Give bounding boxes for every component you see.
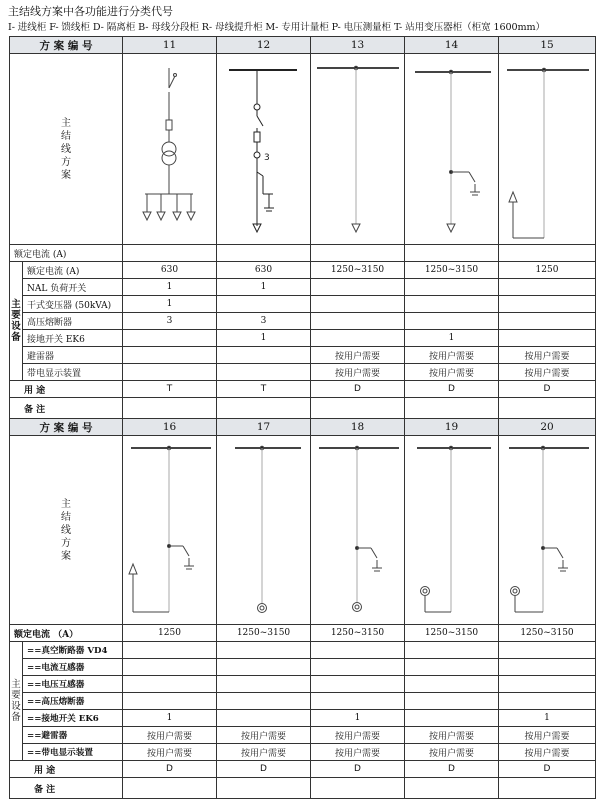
cell-value: 按用户需要 <box>311 364 405 381</box>
cell-value <box>123 364 217 381</box>
diagram-scheme-15 <box>499 54 596 245</box>
cell-value <box>311 330 405 347</box>
diagram-scheme-14 <box>405 54 499 245</box>
cabinet-code-legend: I- 进线柜 F- 馈线柜 D- 隔离柜 B- 母线分段柜 R- 母线提升柜 M- 专用计量柜 P- 电压测量柜 T- 站用变压器柜（柜宽 1600mm） <box>8 22 546 33</box>
row-label: ==真空断路器 VD4 <box>23 642 123 659</box>
main-wiring-label <box>10 436 123 625</box>
table-row <box>10 279 596 296</box>
cell-value: 3 <box>217 313 311 330</box>
row-label: 接地开关 EK6 <box>23 330 123 347</box>
table-row <box>10 313 596 330</box>
purpose-value: T <box>217 381 311 398</box>
cell-value: 3 <box>123 313 217 330</box>
scheme-number-row <box>10 37 596 54</box>
wiring-diagram-19 <box>405 436 499 624</box>
cell-value <box>311 693 405 710</box>
row-label: 避雷器 <box>23 347 123 364</box>
cell-value <box>499 296 596 313</box>
table-row <box>10 262 596 279</box>
table-row <box>10 676 596 693</box>
table-row <box>10 693 596 710</box>
fuse-count-label: 3 <box>264 153 270 163</box>
row-label: ==避雷器 <box>23 727 123 744</box>
cell-value <box>499 659 596 676</box>
purpose-value: D <box>123 761 217 778</box>
cell-value <box>311 279 405 296</box>
wiring-diagram-14 <box>405 54 499 244</box>
cell-value: 按用户需要 <box>311 347 405 364</box>
diagram-scheme-12 <box>217 54 311 245</box>
row-label: ==高压熔断器 <box>23 693 123 710</box>
row-label: 高压熔断器 <box>23 313 123 330</box>
scheme-number-label: 方 案 编 号 <box>10 37 123 54</box>
cell-value <box>217 364 311 381</box>
cell-value <box>405 693 499 710</box>
cell-value <box>311 676 405 693</box>
cell-value <box>499 279 596 296</box>
cell-value <box>123 642 217 659</box>
cell-value <box>217 642 311 659</box>
scheme-number: 16 <box>123 419 217 436</box>
scheme-number: 12 <box>217 37 311 54</box>
purpose-value: D <box>499 761 596 778</box>
main-equipment-label: 主要设备 <box>10 262 23 381</box>
wiring-diagram-20 <box>499 436 596 624</box>
scheme-number: 19 <box>405 419 499 436</box>
cell-value <box>123 347 217 364</box>
table-row <box>10 296 596 313</box>
cell-value <box>217 693 311 710</box>
purpose-value: D <box>499 381 596 398</box>
table-row <box>10 245 596 262</box>
cell-value <box>123 659 217 676</box>
cell-value <box>311 313 405 330</box>
scheme-number-label: 方 案 编 号 <box>10 419 123 436</box>
cell-value <box>405 279 499 296</box>
diagram-scheme-20 <box>499 436 596 625</box>
scheme-number-row <box>10 419 596 436</box>
cell-value: 按用户需要 <box>217 744 311 761</box>
row-label: ==带电显示装置 <box>23 744 123 761</box>
wiring-diagram-17 <box>217 436 311 624</box>
cell-value: 1 <box>217 279 311 296</box>
rated-current-label: 额定电流 （A） <box>10 625 123 642</box>
cell-value: 按用户需要 <box>405 347 499 364</box>
page-title: 主结线方案中各功能进行分类代号 <box>8 5 173 18</box>
cell-value <box>499 642 596 659</box>
cell-value <box>405 296 499 313</box>
cell-value: 630 <box>217 262 311 279</box>
cell-value: 1250~3150 <box>405 625 499 642</box>
main-wiring-text: 主结线方案 <box>61 117 71 181</box>
row-label: 干式变压器 (50kVA) <box>23 296 123 313</box>
cell-value: 按用户需要 <box>311 727 405 744</box>
purpose-value: D <box>217 761 311 778</box>
row-label: ==电压互感器 <box>23 676 123 693</box>
diagram-scheme-16 <box>123 436 217 625</box>
cell-value: 1250 <box>499 262 596 279</box>
cell-value: 按用户需要 <box>499 744 596 761</box>
wiring-diagram-12 <box>217 54 311 244</box>
purpose-row <box>10 381 596 398</box>
cell-value: 按用户需要 <box>123 744 217 761</box>
cell-value: 1250~3150 <box>311 262 405 279</box>
scheme-number: 17 <box>217 419 311 436</box>
cell-value: 630 <box>123 262 217 279</box>
wiring-diagram-row <box>10 54 596 245</box>
remarks-row <box>10 398 596 419</box>
cell-value: 按用户需要 <box>499 727 596 744</box>
scheme-number: 11 <box>123 37 217 54</box>
wiring-diagram-18 <box>311 436 405 624</box>
purpose-label: 用 途 <box>10 381 123 398</box>
cell-value: 1250~3150 <box>405 262 499 279</box>
cell-value <box>499 313 596 330</box>
cell-value <box>311 642 405 659</box>
cell-value: 1 <box>499 710 596 727</box>
cell-value: 按用户需要 <box>311 744 405 761</box>
wiring-diagram-row <box>10 436 596 625</box>
table-row <box>10 727 596 744</box>
table-row <box>10 659 596 676</box>
cell-value: 1 <box>123 710 217 727</box>
scheme-number: 20 <box>499 419 596 436</box>
cell-value <box>405 676 499 693</box>
purpose-row <box>10 761 596 778</box>
scheme-table-2 <box>9 418 596 799</box>
cell-value: 1 <box>311 710 405 727</box>
purpose-value: D <box>405 381 499 398</box>
cell-value: 按用户需要 <box>405 727 499 744</box>
cell-value: 1 <box>217 330 311 347</box>
cell-value: 1250~3150 <box>311 625 405 642</box>
table-row <box>10 710 596 727</box>
cell-value: 按用户需要 <box>405 364 499 381</box>
cell-value <box>217 296 311 313</box>
cell-value: 1 <box>405 330 499 347</box>
cell-value <box>311 296 405 313</box>
table-row <box>10 625 596 642</box>
scheme-number: 14 <box>405 37 499 54</box>
table-row <box>10 330 596 347</box>
purpose-value: D <box>405 761 499 778</box>
cell-value: 1 <box>123 296 217 313</box>
cell-value <box>499 676 596 693</box>
table-row <box>10 347 596 364</box>
wiring-diagram-16 <box>123 436 217 624</box>
diagram-scheme-13 <box>311 54 405 245</box>
cell-value: 1250~3150 <box>217 625 311 642</box>
table-row <box>10 642 596 659</box>
cell-value <box>405 659 499 676</box>
cell-value <box>499 693 596 710</box>
table-row <box>10 744 596 761</box>
diagram-scheme-11 <box>123 54 217 245</box>
cell-value <box>123 693 217 710</box>
cell-value <box>405 642 499 659</box>
main-wiring-text: 主结线方案 <box>61 498 71 562</box>
wiring-diagram-13 <box>311 54 405 244</box>
row-label: 额定电流 (A) <box>23 262 123 279</box>
table-row <box>10 364 596 381</box>
purpose-label: 用 途 <box>10 761 123 778</box>
cell-value: 按用户需要 <box>217 727 311 744</box>
row-label: 带电显示装置 <box>23 364 123 381</box>
cell-value <box>217 659 311 676</box>
cell-value: 按用户需要 <box>499 347 596 364</box>
wiring-diagram-15 <box>499 54 596 244</box>
cell-value <box>405 313 499 330</box>
cell-value <box>123 676 217 693</box>
row-label: NAL 负荷开关 <box>23 279 123 296</box>
cell-value <box>405 710 499 727</box>
row-label: ==电流互感器 <box>23 659 123 676</box>
cell-value: 按用户需要 <box>405 744 499 761</box>
rated-current-label: 额定电流 (A) <box>10 245 123 262</box>
cell-value <box>311 659 405 676</box>
wiring-diagram-11 <box>123 54 217 244</box>
cell-value <box>217 710 311 727</box>
diagram-scheme-19 <box>405 436 499 625</box>
diagram-scheme-18 <box>311 436 405 625</box>
cell-value <box>217 676 311 693</box>
cell-value: 按用户需要 <box>499 364 596 381</box>
diagram-scheme-17 <box>217 436 311 625</box>
cell-value: 1 <box>123 279 217 296</box>
main-equipment-label: 主要设备 <box>10 642 23 761</box>
cell-value: 1250~3150 <box>499 625 596 642</box>
cell-value: 1250 <box>123 625 217 642</box>
purpose-value: T <box>123 381 217 398</box>
main-wiring-label <box>10 54 123 245</box>
scheme-number: 15 <box>499 37 596 54</box>
scheme-number: 13 <box>311 37 405 54</box>
cell-value: 按用户需要 <box>123 727 217 744</box>
cell-value <box>123 330 217 347</box>
cell-value <box>217 347 311 364</box>
scheme-table-1 <box>9 36 596 419</box>
row-label: ==接地开关 EK6 <box>23 710 123 727</box>
remarks-label: 备 注 <box>10 778 123 799</box>
remarks-label: 备 注 <box>10 398 123 419</box>
purpose-value: D <box>311 761 405 778</box>
scheme-number: 18 <box>311 419 405 436</box>
cell-value <box>499 330 596 347</box>
remarks-row <box>10 778 596 799</box>
purpose-value: D <box>311 381 405 398</box>
